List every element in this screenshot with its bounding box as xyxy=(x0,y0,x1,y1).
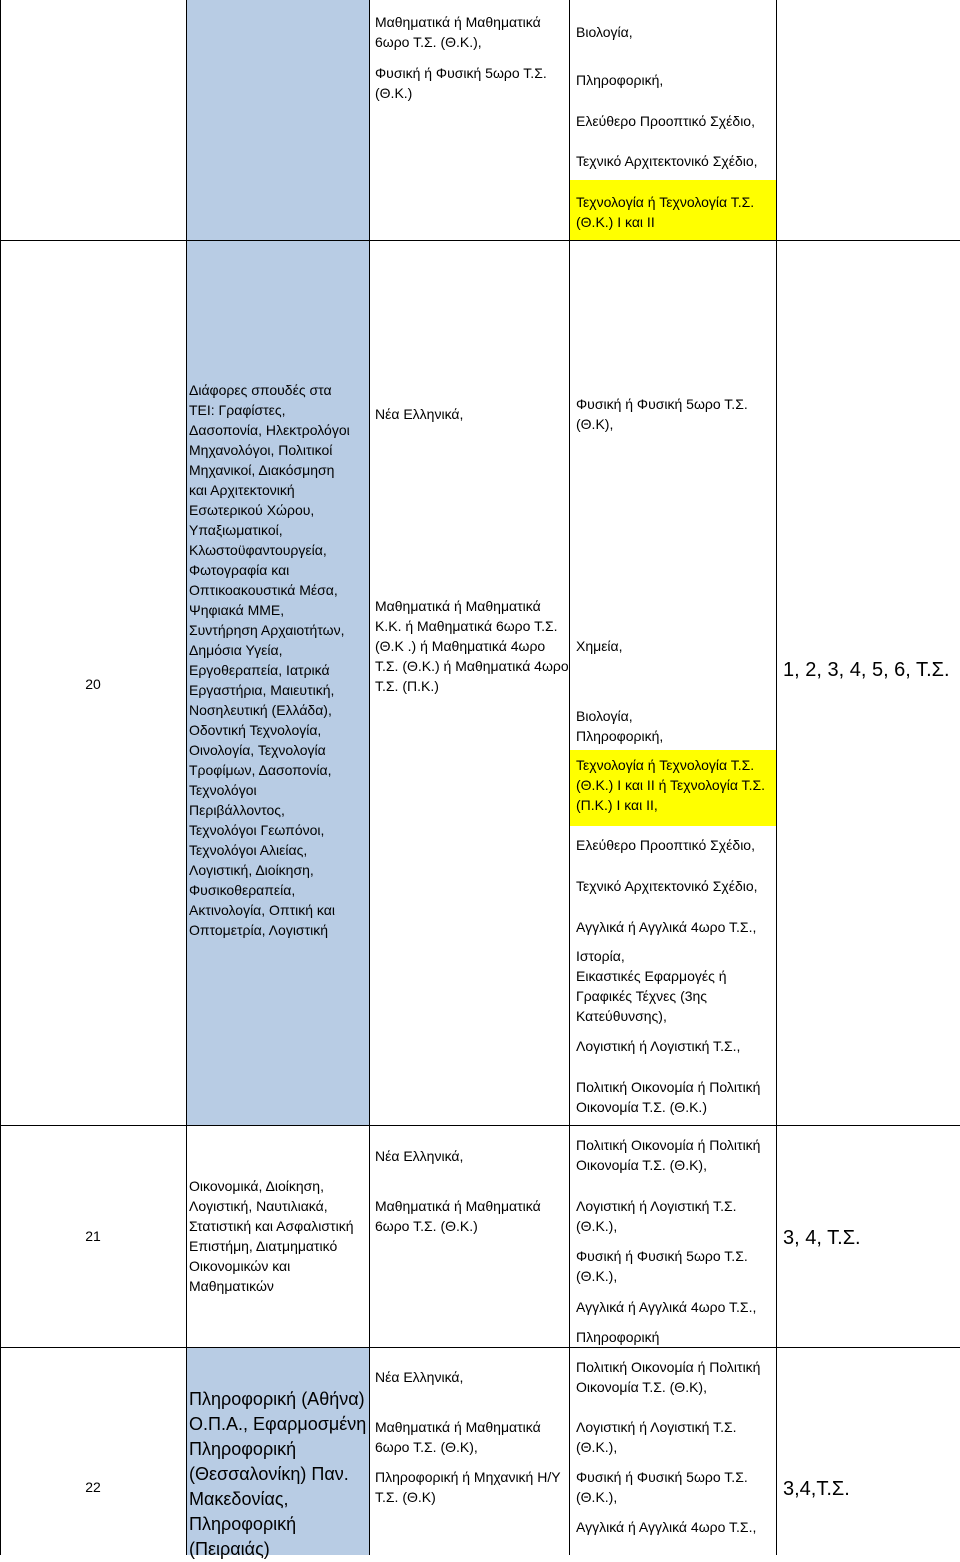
subject-political-economy: Πολιτική Οικονομία ή Πολιτική Οικονομία Τ.Σ. (Θ.Κ.) xyxy=(576,1079,761,1115)
row-top-subject-technology: Τεχνολογία ή Τεχνολογία Τ.Σ. (Θ.Κ.) Ι και ΙΙ xyxy=(576,194,755,230)
subject-chemistry: Χημεία, xyxy=(576,638,623,654)
subject-accounting: Λογιστική ή Λογιστική Τ.Σ. (Θ.Κ.), xyxy=(576,1198,737,1234)
subject-modern-greek: Νέα Ελληνικά, xyxy=(375,1369,464,1385)
departments-list: Οικονομικά, Διοίκηση, Λογιστική, Ναυτιλιακά, Στατιστική και Ασφαλιστική Επιστήμη, Διατμηματικό Οικονομικών και Μαθηματικών xyxy=(189,1178,354,1294)
row-top-subject-math: Μαθηματικά ή Μαθηματικά 6ωρο Τ.Σ. (Θ.Κ.), xyxy=(375,14,541,50)
subject-modern-greek: Νέα Ελληνικά, xyxy=(375,1148,464,1164)
departments-column-bg xyxy=(186,0,369,240)
row-number: 21 xyxy=(85,1228,101,1244)
departments-list: Διάφορες σπουδές στα ΤΕΙ: Γραφίστες, Δασοπονία, Ηλεκτρολόγοι Μηχανολόγοι, Πολιτικοί Μηχανικοί, Διακόσμηση και Αρχιτεκτονική Εσωτερικού Χώρου, Υπαξιωματικοί, Κλωστοϋφαντουργεία, Φωτογραφία και Οπτικοακουστικά Μέσα, Ψηφιακά ΜΜΕ, Συντήρηση Αρχαιοτήτων, Δημόσια Υγεία, Εργοθεραπεία, Ιατρικά Εργαστήρια, Μαιευτική, Νοσηλευτική (Ελλάδα), Οδοντική Τεχνολογία, Οινολογία, Τεχνολογία Τροφίμων, Δασοπονία, Τεχνολόγοι Περιβάλλοντος, Τεχνολόγοι Γεωπόνοι, Τεχνολόγοι Αλιείας, Λογιστική, Διοίκηση, Φυσικοθεραπεία, Ακτινολογία, Οπτική και Οπτομετρία, Λογιστική xyxy=(189,382,350,938)
row-top-subject-biology: Βιολογία, xyxy=(576,24,633,40)
subject-freehand-drawing: Ελεύθερο Προοπτικό Σχέδιο, xyxy=(576,837,755,853)
subject-informatics: Πληροφορική xyxy=(576,1329,660,1345)
row-number: 20 xyxy=(85,676,101,692)
subject-english: Αγγλικά ή Αγγλικά 4ωρο Τ.Σ., xyxy=(576,919,757,935)
subject-mathematics: Μαθηματικά ή Μαθηματικά 6ωρο Τ.Σ. (Θ.Κ.) xyxy=(375,1198,541,1234)
subject-accounting: Λογιστική ή Λογιστική Τ.Σ. (Θ.Κ.), xyxy=(576,1419,737,1455)
subject-physics: Φυσική ή Φυσική 5ωρο Τ.Σ. (Θ.Κ.), xyxy=(576,1248,748,1284)
subject-physics: Φυσική ή Φυσική 5ωρο Τ.Σ. (Θ.Κ.), xyxy=(576,1469,748,1505)
subject-english: Αγγλικά ή Αγγλικά 4ωρο Τ.Σ., xyxy=(576,1519,757,1535)
subject-history-arts: Ιστορία, Εικαστικές Εφαρμογές ή Γραφικές Τέχνες (3ης Κατεύθυνσης), xyxy=(576,948,727,1024)
subject-physics: Φυσική ή Φυσική 5ωρο Τ.Σ. (Θ.Κ), xyxy=(576,396,748,432)
categories: 1, 2, 3, 4, 5, 6, Τ.Σ. xyxy=(783,659,950,681)
subject-political-economy: Πολιτική Οικονομία ή Πολιτική Οικονομία Τ.Σ. (Θ.Κ), xyxy=(576,1359,761,1395)
subject-informatics: Πληροφορική ή Μηχανική Η/Υ Τ.Σ. (Θ.Κ) xyxy=(375,1469,561,1505)
row-top-subject-architectural-drawing: Τεχνικό Αρχιτεκτονικό Σχέδιο, xyxy=(576,153,758,169)
row-top-subject-informatics: Πληροφορική, xyxy=(576,72,664,88)
subject-political-economy: Πολιτική Οικονομία ή Πολιτική Οικονομία Τ.Σ. (Θ.Κ), xyxy=(576,1137,761,1173)
subject-accounting: Λογιστική ή Λογιστική Τ.Σ., xyxy=(576,1038,741,1054)
subject-architectural-drawing: Τεχνικό Αρχιτεκτονικό Σχέδιο, xyxy=(576,878,758,894)
subject-english: Αγγλικά ή Αγγλικά 4ωρο Τ.Σ., xyxy=(576,1299,757,1315)
subject-mathematics: Μαθηματικά ή Μαθηματικά Κ.Κ. ή Μαθηματικά 6ωρο Τ.Σ. (Θ.Κ .) ή Μαθηματικά 4ωρο Τ.Σ. (Θ.Κ.) ή Μαθηματικά 4ωρο Τ.Σ. (Π.Κ.) xyxy=(375,598,569,694)
row-number: 22 xyxy=(85,1479,101,1495)
categories: 3,4,Τ.Σ. xyxy=(783,1478,850,1500)
row-top-subject-physics: Φυσική ή Φυσική 5ωρο Τ.Σ. (Θ.Κ.) xyxy=(375,65,547,101)
subject-modern-greek: Νέα Ελληνικά, xyxy=(375,406,464,422)
subject-mathematics: Μαθηματικά ή Μαθηματικά 6ωρο Τ.Σ. (Θ.Κ), xyxy=(375,1419,541,1455)
departments-list: Πληροφορική (Αθήνα) Ο.Π.Α., Εφαρμοσμένη Πληροφορική (Θεσσαλονίκη) Παν. Μακεδονίας, Πληροφορική (Πειραιάς) xyxy=(189,1389,367,1559)
categories: 3, 4, Τ.Σ. xyxy=(783,1227,861,1249)
subject-technology: Τεχνολογία ή Τεχνολογία Τ.Σ. (Θ.Κ.) Ι και ΙΙ ή Τεχνολογία Τ.Σ. (Π.Κ.) Ι και ΙΙ, xyxy=(576,757,765,813)
row-top-subject-freehand-drawing: Ελεύθερο Προοπτικό Σχέδιο, xyxy=(576,113,755,129)
subject-biology-informatics: Βιολογία, Πληροφορική, xyxy=(576,708,664,744)
